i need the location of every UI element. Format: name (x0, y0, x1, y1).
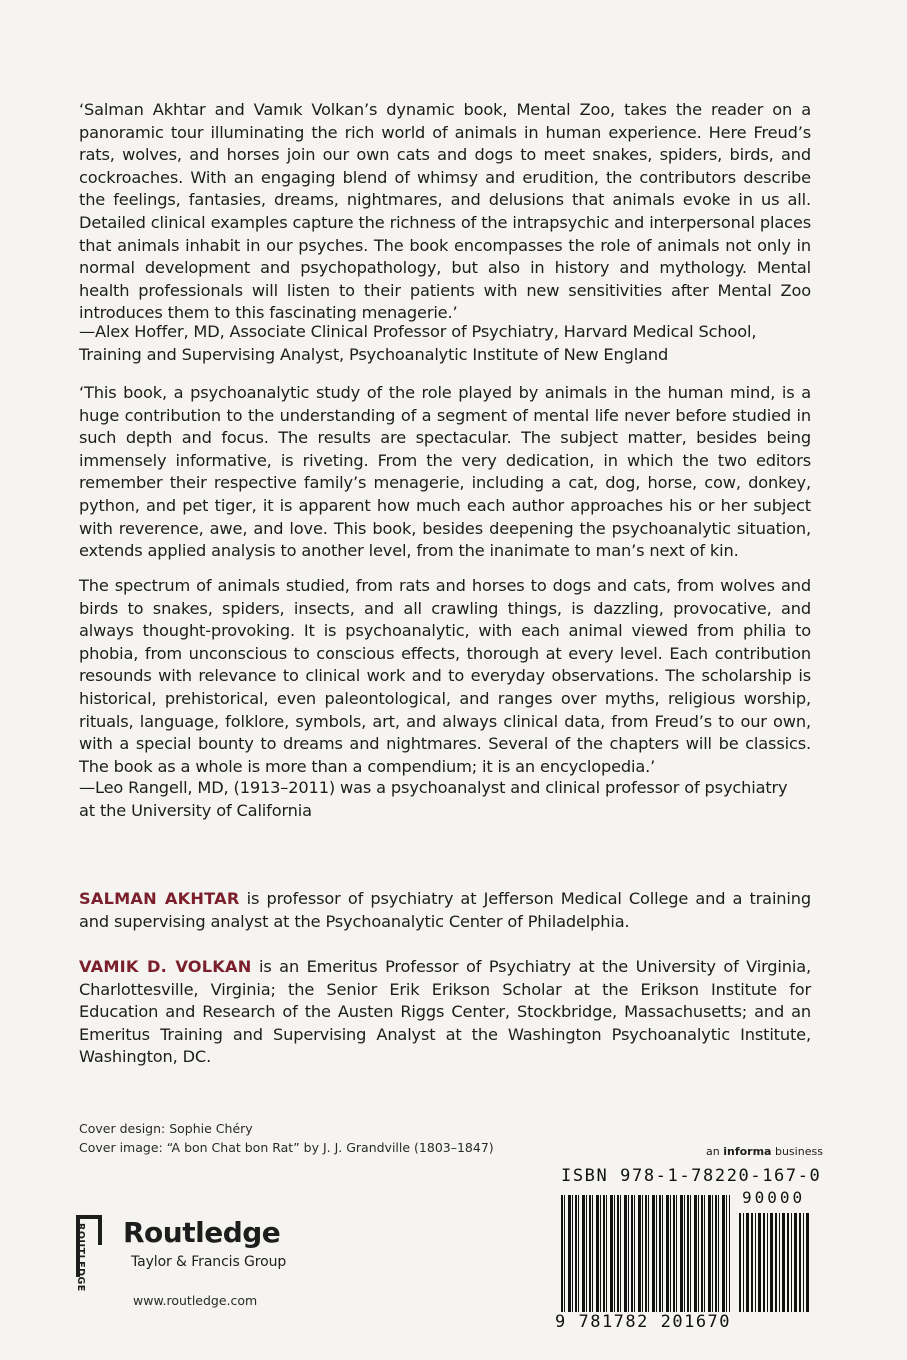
publisher-group: Taylor & Francis Group (131, 1254, 287, 1270)
tagline-suffix: business (771, 1145, 823, 1158)
informa-business-tagline (706, 1145, 823, 1158)
author-bio-text: is an Emeritus Professor of Psychiatry at the University of Virginia, Charlottesville, Virginia; the Senior Erik Erikson Scholar at the Erikson Institute for Education and Research of the Austen Riggs Center, Stockbridge, Massachusetts; and an Emeritus Training and Supervising Analyst at the Washington Psychoanalytic Institute, Washington, DC. (79, 957, 811, 1067)
author-bio-text: is professor of psychiatry at Jefferson Medical College and a training and supervising analyst at the Psychoanalytic Center of Philadelphia. (79, 889, 811, 931)
cover-credits (79, 1119, 494, 1157)
isbn-label: ISBN 978-1-78220-167-0 (561, 1166, 822, 1186)
publisher-name: Routledge (123, 1216, 281, 1249)
cover-image-credit: Cover image: “A bon Chat bon Rat” by J. J. Grandville (1803–1847) (79, 1140, 494, 1155)
review-quote-hoffer: ‘Salman Akhtar and Vamık Volkan’s dynamic book, Mental Zoo, takes the reader on a panoramic tour illuminating the rich world of animals in human experience. Here Freud’s rats, wolves, and horses join our own cats and dogs to meet snakes, spiders, birds, and cockroaches. With an engaging blend of whimsy and erudition, the contributors describe the feelings, fantasies, dreams, nightmares, and delusions that animals evoke in us all. Detailed clinical examples capture the richness of the intrapsychic and interpersonal places that animals inhabit in our psyches. The book encompasses the role of animals not only in normal development and psychopathology, but also in history and mythology. Mental health professionals will listen to their patients with new sensitivities after Mental Zoo introduces them to this fascinating menagerie.’ (79, 100, 811, 323)
review-attribution-rangell (79, 777, 811, 822)
attribution-line: —Leo Rangell, MD, (1913–2011) was a psychoanalyst and clinical professor of psychiatry (79, 778, 788, 797)
tagline-prefix: an (706, 1145, 724, 1158)
cover-design-credit: Cover design: Sophie Chéry (79, 1121, 253, 1136)
review-quote-rangell-part1: ‘This book, a psychoanalytic study of the role played by animals in the human mind, is a huge contribution to the understanding of a segment of mental life never before studied in such depth and focus. The results are spectacular. The subject matter, besides being immensely informative, is riveting. From the very dedication, in which the two editors remember their respective family’s menagerie, including a cat, dog, horse, cow, donkey, python, and pet tiger, it is apparent how much each author approaches his or her subject with reverence, awe, and love. This book, besides deepening the psychoanalytic situation, extends applied analysis to another level, from the inanimate to man’s next of kin. (79, 383, 811, 561)
attribution-line: at the University of California (79, 800, 312, 820)
attribution-line: Training and Supervising Analyst, Psychoanalytic Institute of New England (79, 344, 669, 364)
publisher-url: www.routledge.com (133, 1293, 258, 1308)
review-quote-rangell-part2: The spectrum of animals studied, from rats and horses to dogs and cats, from wolves and birds to snakes, spiders, insects, and all crawling things, is dazzling, provocative, and always thought-provoking. It is psychoanalytic, with each animal viewed from philia to phobia, from unconscious to conscious effects, thorough at every level. Each contribution resounds with relevance to clinical work and to everyday observations. The scholarship is historical, prehistorical, even paleontological, and ranges over myths, religious worship, rituals, language, folklore, symbols, art, and always clinical data, from Freud’s to our own, with a special bounty to dreams and nightmares. Several of the chapters will be classics. The book as a whole is more than a compendium; it is an encyclopedia.’ (79, 576, 811, 776)
routledge-vertical-mark (74, 1223, 88, 1292)
tagline-informa: informa (723, 1145, 772, 1158)
ean-number: 9 781782 201670 (555, 1312, 732, 1332)
price-addon-number: 90000 (742, 1188, 806, 1207)
ean-barcode (561, 1195, 730, 1312)
author-name: VAMIK D. VOLKAN (79, 957, 252, 976)
vertical-mark-text: ROUTLEDGE (75, 1223, 86, 1292)
addon-barcode (739, 1213, 811, 1312)
review-attribution-hoffer (79, 321, 811, 366)
author-bio-akhtar (79, 888, 811, 933)
author-bio-volkan (79, 956, 811, 1069)
attribution-line: —Alex Hoffer, MD, Associate Clinical Professor of Psychiatry, Harvard Medical School, (79, 322, 757, 341)
author-name: SALMAN AKHTAR (79, 889, 240, 908)
